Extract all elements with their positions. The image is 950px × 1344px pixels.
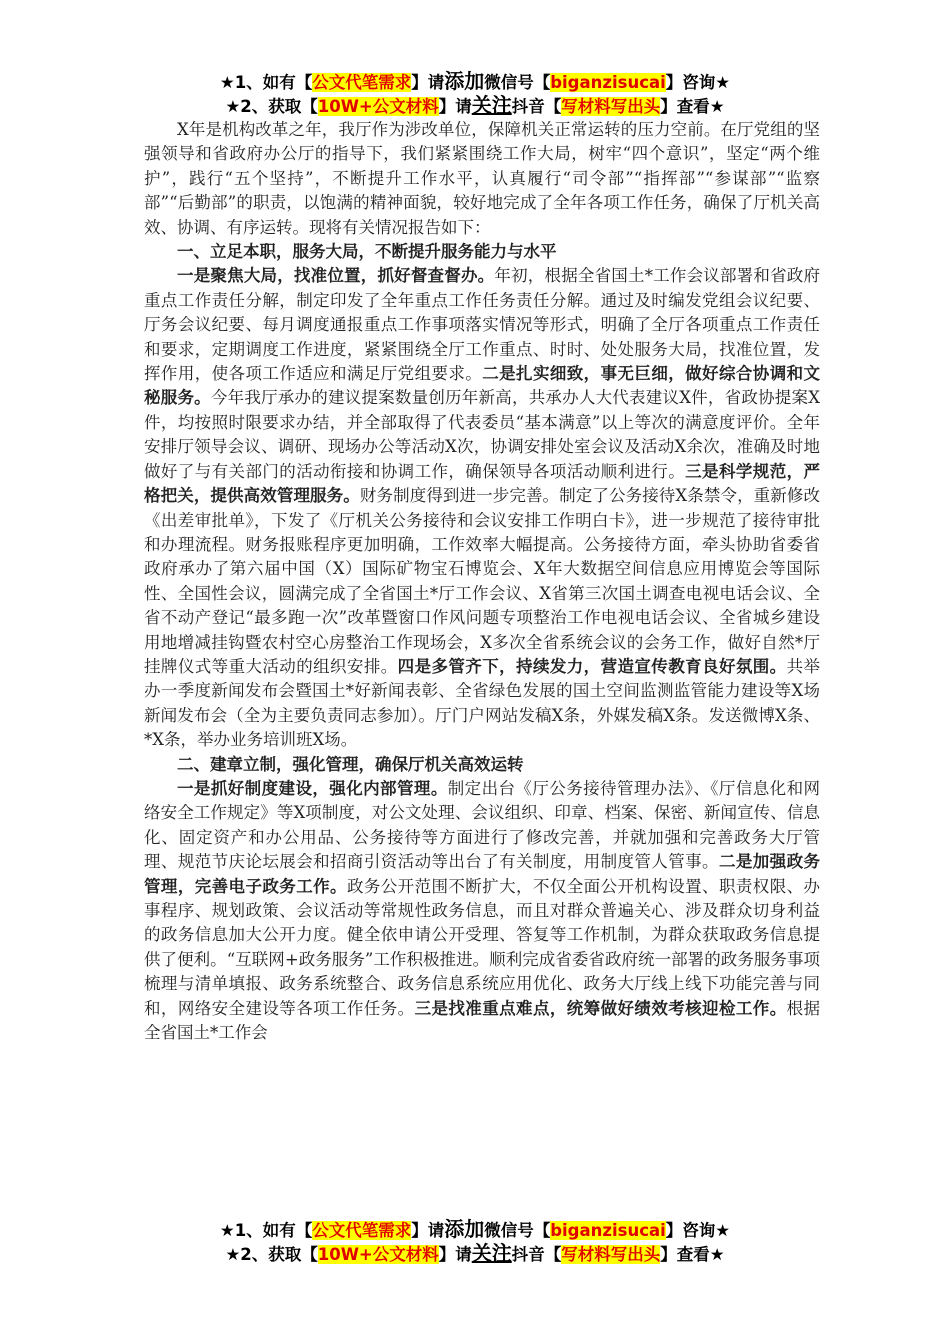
section-2-paragraph <box>144 777 820 1045</box>
star-icon: ★ <box>225 1245 241 1264</box>
banner-text: 抖音【 <box>511 97 562 116</box>
point-title: 二是加强政务管理，完善电子政务工作。 <box>144 852 821 896</box>
banner-text: 】请 <box>411 73 445 92</box>
point-text: 共举办一季度新闻发布会暨国土*好新闻表彰、全省绿色发展的国土空间监测监管能力建设等X场新闻发布会（全为主要负责同志参加）。厅门户网站发稿X条，外媒发稿X条。发送微博X条、*X条，举办业务培训班X场。 <box>144 656 821 750</box>
section-heading-2: 二、建章立制，强化管理，确保厅机关高效运转 <box>177 754 524 774</box>
banner-text: 微信号【 <box>484 1221 551 1240</box>
top-banner-line-2 <box>0 94 950 118</box>
banner-highlight: biganzisucai <box>550 73 666 92</box>
point-text: 年初，根据全省国土*工作会议部署和省政府重点工作责任分解，制定印发了全年重点工作任务责任分解。通过及时编发党组会议纪要、厅务会议纪要、每月调度通报重点工作事项落实情况等形式，明确了全厅各项重点工作责任和要求，定期调度工作进度，紧紧围绕全厅工作重点、时时、处处服务大局，找准位置，发挥作用，使各项工作适应和满足厅党组要求。 <box>144 266 821 384</box>
bottom-banner-line-1 <box>0 1218 950 1242</box>
point-text: 制定出台《厅公务接待管理办法》、《厅信息化和网络安全工作规定》等X项制度，对公文处理、会议组织、印章、档案、保密、新闻宣传、信息化、固定资产和办公用品、公务接待等方面进行了修改完善，并就加强和完善政务大厅管理、规范节庆论坛展会和招商引资活动等出台了有关制度，用制度管人管事。 <box>144 778 821 872</box>
banner-text: 】请 <box>438 1245 472 1264</box>
bottom-banner-line-2 <box>0 1242 950 1266</box>
point-title: 一是聚焦大局，找准位置，抓好督查督办。 <box>177 266 495 286</box>
banner-highlight: 写材料写出头 <box>561 97 661 116</box>
banner-emphasis: 关注 <box>471 93 512 117</box>
star-icon: ★ <box>219 73 235 92</box>
banner-text: 2、获取【 <box>240 97 318 116</box>
banner-highlight: 10W+公文材料 <box>317 97 439 116</box>
top-banner-line-1 <box>0 70 950 94</box>
star-icon: ★ <box>225 97 241 116</box>
document-body <box>144 118 820 1045</box>
banner-highlight: 公文代笔需求 <box>312 1221 412 1240</box>
banner-text: 】请 <box>411 1221 445 1240</box>
section-heading-1: 一、立足本职，服务大局，不断提升服务能力与水平 <box>177 242 557 262</box>
banner-text: 2、获取【 <box>240 1245 318 1264</box>
point-title: 一是抓好制度建设，强化内部管理。 <box>177 778 448 798</box>
banner-text: 】查看★ <box>660 1245 725 1264</box>
banner-highlight: 写材料写出头 <box>561 1245 661 1264</box>
section-1-paragraph <box>144 264 820 752</box>
point-title: 三是科学规范，严格把关，提供高效管理服务。 <box>144 461 821 506</box>
banner-text: 抖音【 <box>511 1245 562 1264</box>
point-text: 财务制度得到进一步完善。制定了公务接待X条禁令，重新修改《出差审批单》，下发了《厅机关公务接待和会议安排工作明白卡》，进一步规范了接待审批和办理流程。财务报账程序更加明确，工作效率大幅提高。公务接待方面，牵头协助省委省政府承办了第六届中国（X）国际矿物宝石博览会、X年大数据空间信息应用博览会等国际性、全国性会议，圆满完成了全省国土*厅工作会议、X省第三次国土调查电视电话会议、全省不动产登记“最多跑一次”改革暨窗口作风问题专项整治工作电视电话会议、全省城乡建设用地增减挂钩暨农村空心房整治工作现场会，X多次全省系统会议的会务工作，做好自然*厅挂牌仪式等重大活动的组织安排。 <box>144 486 821 676</box>
star-icon: ★ <box>219 1221 235 1240</box>
banner-emphasis: 添加 <box>444 1217 485 1241</box>
banner-highlight: 10W+公文材料 <box>317 1245 439 1264</box>
point-title: 三是找准重点难点，统筹做好绩效考核迎检工作。 <box>414 998 787 1018</box>
point-text: 根据全省国土*工作会 <box>144 998 821 1043</box>
banner-emphasis: 添加 <box>444 69 485 93</box>
banner-highlight: 公文代笔需求 <box>312 73 412 92</box>
banner-text: 】查看★ <box>660 97 725 116</box>
point-title: 四是多管齐下，持续发力，营造宣传教育良好氛围。 <box>397 656 787 676</box>
banner-highlight: biganzisucai <box>550 1221 666 1240</box>
banner-text: 微信号【 <box>484 73 551 92</box>
banner-text: 1、如有【 <box>234 1221 313 1240</box>
point-title: 二是扎实细致，事无巨细，做好综合协调和文秘服务。 <box>144 364 821 408</box>
intro-paragraph: X年是机构改革之年，我厅作为涉改单位，保障机关正常运转的压力空前。在厅党组的坚强领导和省政府办公厅的指导下，我们紧紧围绕工作大局，树牢“四个意识”，坚定“两个维护”，践行“五个坚持”，不断提升工作水平，认真履行“司令部”“指挥部”“参谋部”“监察部”“后勤部”的职责，以饱满的精神面貌，较好地完成了全年各项工作任务，确保了厅机关高效、协调、有序运转。现将有关情况报告如下： <box>144 120 820 237</box>
banner-text: 】请 <box>438 97 472 116</box>
banner-text: 1、如有【 <box>234 73 313 92</box>
banner-emphasis: 关注 <box>471 1241 512 1265</box>
banner-text: 】咨询★ <box>665 1221 731 1240</box>
point-text: 今年我厅承办的建议提案数量创历年新高，共承办人大代表建议X件，省政协提案X件，均按照时限要求办结，并全部取得了代表委员“基本满意”以上等次的满意度评价。全年安排厅领导会议、调研、现场办公等活动X次，协调安排处室会议及活动X余次，准确及时地做好了与有关部门的活动衔接和协调工作，确保领导各项活动顺利进行。 <box>144 388 820 481</box>
point-text: 政务公开范围不断扩大，不仅全面公开机构设置、职责权限、办事程序、规划政策、会议活动等常规性政务信息，而且对群众普遍关心、涉及群众切身利益的政务信息加大公开力度。健全依申请公开受理、答复等工作机制，为群众获取政务信息提供了便利。“互联网+政务服务”工作积极推进。顺利完成省委省政府统一部署的政务服务事项梳理与清单填报、政务系统整合、政务信息系统应用优化、政务大厅线上线下功能完善与同和，网络安全建设等各项工作任务。 <box>144 876 821 1018</box>
banner-text: 】咨询★ <box>665 73 731 92</box>
